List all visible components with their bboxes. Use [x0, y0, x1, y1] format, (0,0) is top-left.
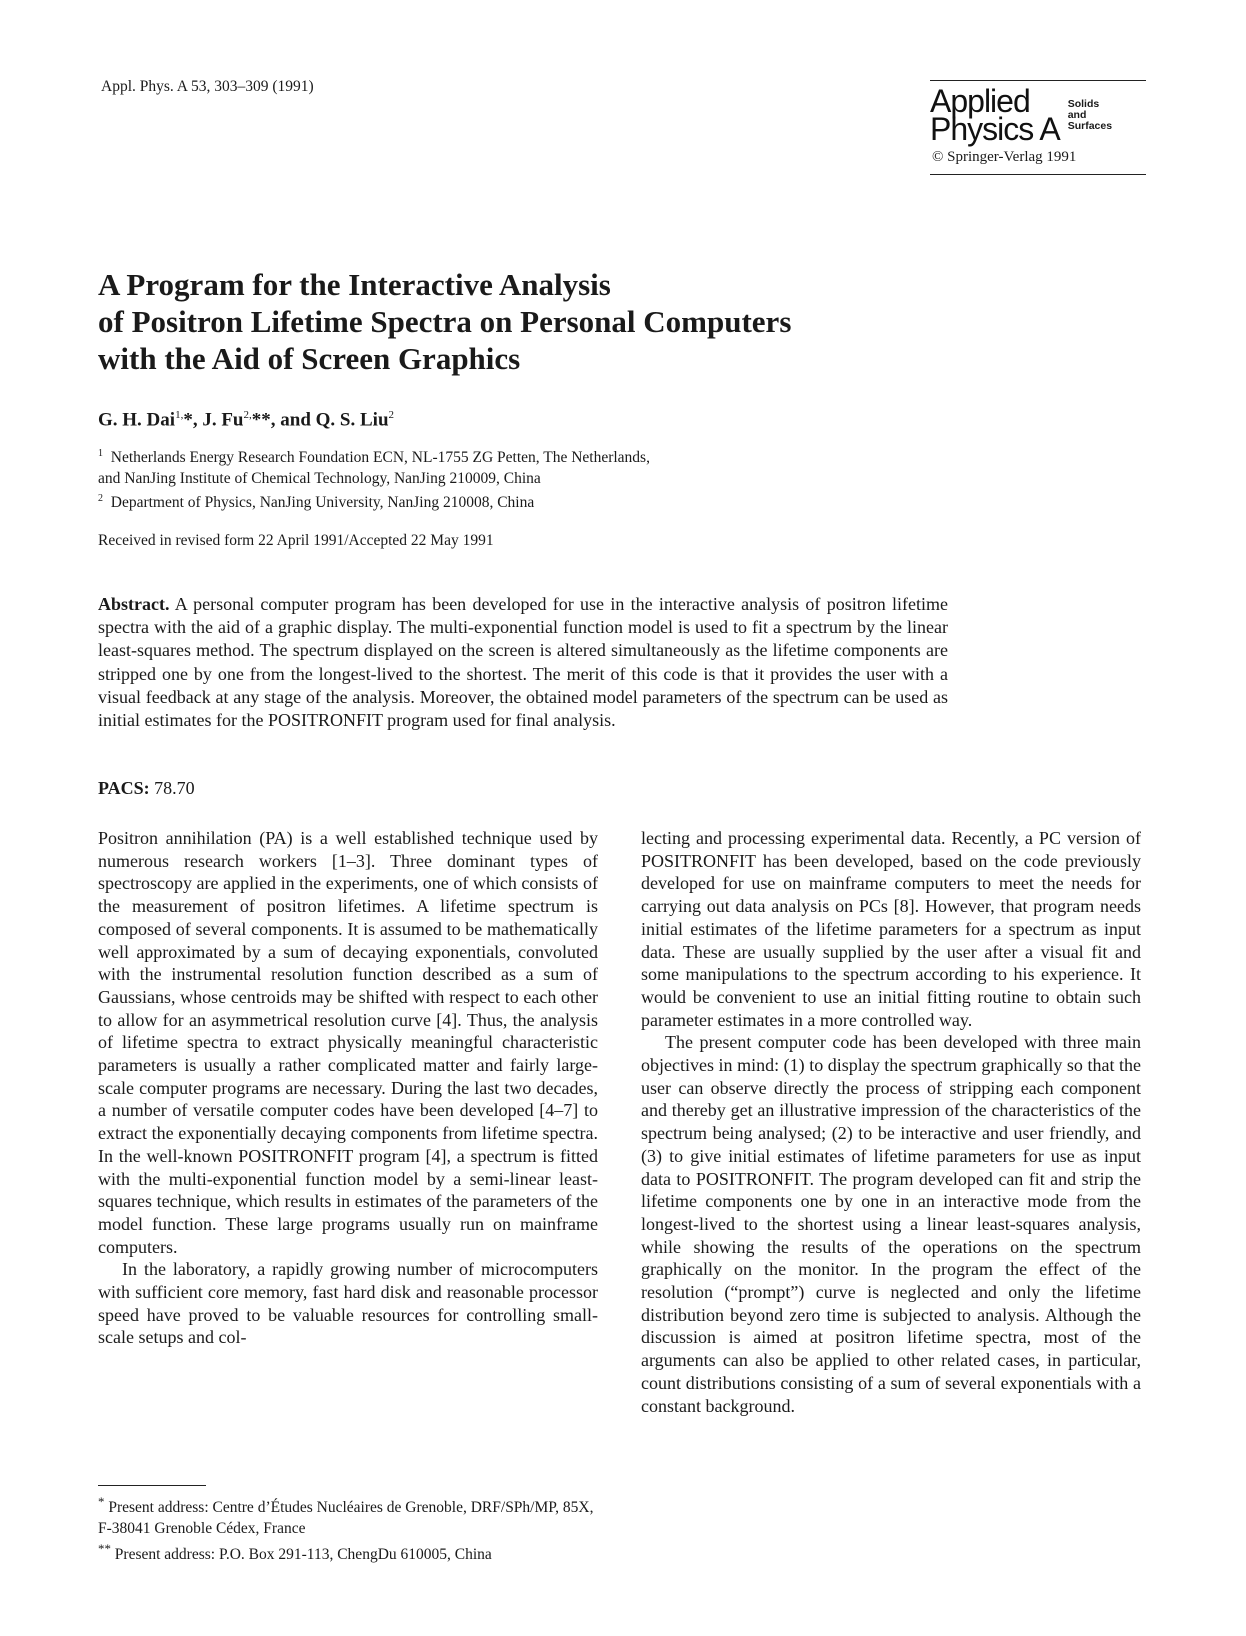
- paragraph: Positron annihilation (PA) is a well established technique used by numerous research workers [1–3]. Three dominant types of spectroscopy are applied in the experiments, one of which consists of the measurement of positron lifetimes. A lifetime spectrum is composed of several components. It is assumed to be mathematically well approximated by a sum of decaying exponentials, convoluted with the instrumental resolution function described as a sum of Gaussians, whose centroids may be shifted with respect to each other to allow for an asymmetrical resolution curve [4]. Thus, the analysis of lifetime spectra to extract physically meaningful characteristic parameters is usually a rather complicated matter and fairly large-scale computer programs are necessary. During the last two decades, a number of versatile computer codes have been developed [4–7] to extract the exponentially decaying components from lifetime spectra. In the well-known POSITRONFIT program [4], a spectrum is fitted with the multi-exponential function model by a semi-linear least-squares technique, which results in estimates of the parameters of the model function. These large programs usually run on mainframe computers.: [98, 828, 598, 1257]
- title-line-1: A Program for the Interactive Analysis: [98, 267, 611, 302]
- paragraph: In the laboratory, a rapidly growing number of microcomputers with sufficient core memory, fast hard disk and reasonable processor speed have proved to be valuable resources for controlling small-scale setups and col-: [98, 1259, 598, 1348]
- pacs-label: PACS:: [98, 778, 150, 798]
- journal-reference: Appl. Phys. A 53, 303–309 (1991): [101, 78, 314, 95]
- author-1: G. H. Dai: [98, 409, 176, 431]
- footnote-2-text: Present address: P.O. Box 291-113, ChengDu 610005, China: [114, 1546, 492, 1564]
- author-conjunction: and: [280, 409, 311, 431]
- logo-tag-surfaces: Surfaces: [1067, 119, 1113, 132]
- author-list: G. H. Dai$^{1,}$*, J. $Fu^{2,}**$, and Q. S. Liu$^2$: [98, 409, 395, 431]
- paragraph: The present computer code has been developed with three main objectives in mind: (1) to display the spectrum graphically so that the user can observe directly the process of stripping each component and thereby get an illustrative impression of the characteristics of the spectrum being analysed; (2) to be interactive and user friendly, and (3) to give initial estimates of lifetime parameters for use as input data to POSITRONFIT. The program developed can fit and strip the lifetime components one by one in an interactive mode from the longest-lived to the shortest using a linear least-squares analysis, while showing the results of the operations on the spectrum graphically on the monitor. In the program the effect of the resolution (“prompt”) curve is neglected and only the lifetime distribution beyond zero time is subjected to analysis. Although the discussion is aimed at positron lifetime spectra, most of the arguments can also be applied to other related cases, in particular, count distributions consisting of a sum of several exponentials with a constant background.: [641, 1032, 1141, 1416]
- logo-line-applied: Applied: [930, 83, 1030, 119]
- author-2-mark: **: [251, 409, 271, 431]
- author-3-affil: 2: [388, 409, 395, 421]
- footnote-2-mark: **: [98, 1541, 111, 1557]
- footnote-1-mark: *: [98, 1494, 105, 1509]
- logo-line-physics: Physics A: [930, 111, 1060, 147]
- logo-subtitle: [1068, 99, 1112, 132]
- logo-tag-solids: Solids: [1067, 97, 1100, 110]
- author-2-affil: 2,: [243, 409, 252, 421]
- title-line-3: with the Aid of Screen Graphics: [98, 341, 521, 376]
- logo-brand: [930, 83, 1146, 147]
- footnotes: [98, 1492, 598, 1566]
- author-3: Q. S. Liu: [315, 409, 389, 431]
- body-column-right: [641, 827, 1141, 1417]
- pacs: [98, 778, 195, 799]
- pacs-value: 78.70: [154, 778, 195, 798]
- logo-bottom-rule: [930, 174, 1146, 175]
- author-2: J. Fu: [202, 409, 244, 431]
- paragraph: lecting and processing experimental data. Recently, a PC version of POSITRONFIT has been developed, based on the code previously developed for use on mainframe computers to meet the needs for carrying out data analysis on PCs [8]. However, that program needs initial estimates of the lifetime parameters for a spectrum as input data. These are usually supplied by the user after a visual fit and some manipulations to the spectrum according to his experience. It would be convenient to use an initial fitting routine to obtain such parameter estimates in a more controlled way.: [641, 828, 1141, 1030]
- logo-top-rule: [930, 80, 1146, 81]
- copyright-line: © Springer-Verlag 1991: [932, 149, 1077, 165]
- logo-tag-and: and: [1067, 108, 1087, 121]
- abstract-label: Abstract.: [98, 594, 170, 614]
- affiliation-2: [98, 489, 650, 514]
- affiliation-2-number: 2: [98, 493, 103, 505]
- footnote-1: [98, 1492, 598, 1539]
- title-line-2: of Positron Lifetime Spectra on Personal Computers: [98, 304, 792, 339]
- journal-logo: [930, 80, 1146, 175]
- abstract: [98, 593, 948, 732]
- author-1-affil: 1,: [175, 409, 184, 421]
- footnote-rule: [98, 1485, 206, 1486]
- author-1-mark: *: [183, 409, 193, 431]
- footnote-1-text: Present address: Centre d’Études Nucléaires de Grenoble, DRF/SPh/MP, 85X, F-38041 Grenoble Cédex, France: [98, 1499, 594, 1537]
- affiliations: [98, 444, 650, 514]
- abstract-text: A personal computer program has been developed for use in the interactive analysis of positron lifetime spectra with the aid of a graphic display. The multi-exponential function model is used to fit a spectrum by the linear least-squares method. The spectrum displayed on the screen is altered simultaneously as the lifetime components are stripped one by one from the longest-lived to the shortest. The merit of this code is that it provides the user with a visual feedback at any stage of the analysis. Moreover, the obtained model parameters of the spectrum can be used as initial estimates for the POSITRONFIT program used for final analysis.: [98, 594, 948, 731]
- affiliation-1-cont: and NanJing Institute of Chemical Technology, NanJing 210009, China: [98, 469, 541, 487]
- body-column-left: [98, 827, 598, 1349]
- affiliation-2-line: Department of Physics, NanJing University, NanJing 210008, China: [110, 494, 535, 512]
- affiliation-1-line-1: Netherlands Energy Research Foundation ECN, NL-1755 ZG Petten, The Netherlands,: [110, 449, 650, 467]
- footnote-2: [98, 1539, 598, 1566]
- affiliation-1: [98, 444, 650, 469]
- received-dates: Received in revised form 22 April 1991/Accepted 22 May 1991: [98, 532, 494, 549]
- affiliation-1-number: 1: [98, 448, 103, 459]
- article-title: [98, 266, 998, 377]
